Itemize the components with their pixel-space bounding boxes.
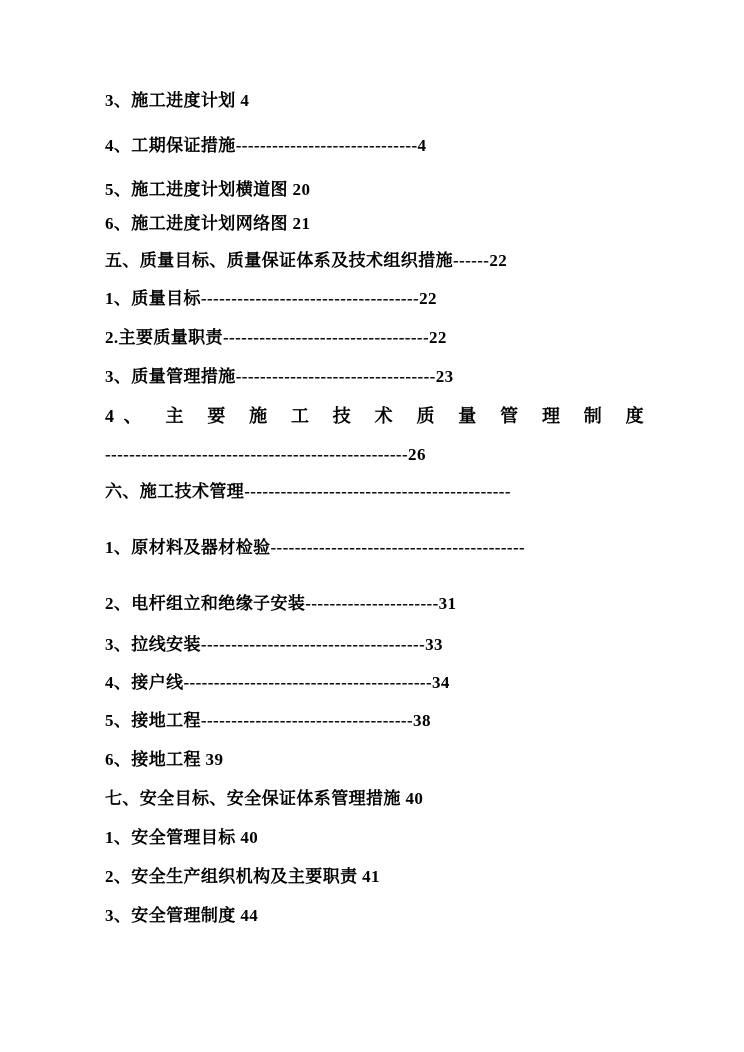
- toc-entry: 2、安全生产组织机构及主要职责 41: [105, 867, 380, 886]
- toc-entry: --------------------------------------------------26: [105, 445, 426, 464]
- toc-entry: 3、质量管理措施---------------------------------23: [105, 367, 454, 386]
- toc-entry: 3、安全管理制度 44: [105, 906, 259, 925]
- toc-entry: 4、工期保证措施------------------------------4: [105, 136, 427, 155]
- toc-entry: 1、原材料及器材检验------------------------------------------: [105, 538, 526, 557]
- toc-entry: 1、质量目标------------------------------------22: [105, 289, 437, 308]
- toc-entry: 5、施工进度计划横道图 20: [105, 180, 311, 199]
- toc-entry: 五、质量目标、质量保证体系及技术组织措施------22: [105, 251, 508, 270]
- toc-entry: 3、拉线安装-------------------------------------33: [105, 635, 443, 654]
- toc-entry: 3、施工进度计划 4: [105, 91, 250, 110]
- toc-entry: 6、接地工程 39: [105, 750, 224, 769]
- toc-entry: 六、施工技术管理--------------------------------------------: [105, 482, 511, 501]
- toc-entry: 2、电杆组立和绝缘子安装----------------------31: [105, 594, 457, 613]
- toc-entry: 6、施工进度计划网络图 21: [105, 214, 311, 233]
- toc-entry: 4、 主 要 施 工 技 术 质 量 管 理 制 度: [105, 406, 644, 426]
- toc-list: [105, 90, 644, 927]
- toc-entry: 1、安全管理目标 40: [105, 828, 259, 847]
- toc-entry: 七、安全目标、安全保证体系管理措施 40: [105, 789, 424, 808]
- toc-entry: 2.主要质量职责----------------------------------22: [105, 328, 447, 347]
- toc-entry: 5、接地工程-----------------------------------38: [105, 711, 431, 730]
- toc-entry: 4、接户线-----------------------------------------34: [105, 673, 450, 692]
